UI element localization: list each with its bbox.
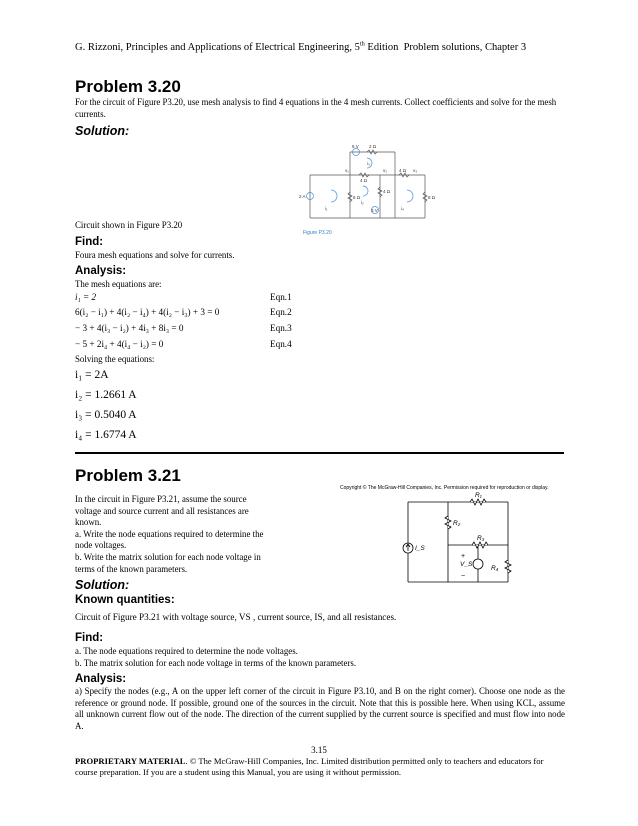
analysis-intro: The mesh equations are: <box>75 279 162 289</box>
fig-label: 2 Ω <box>369 144 377 149</box>
fig-label: 2 A <box>299 194 306 199</box>
statement-line: known. <box>75 517 102 528</box>
fig-label-minus: − <box>461 573 466 580</box>
fig-label-r4: R₄ <box>491 565 499 572</box>
fig-label: 8 Ω <box>428 195 436 200</box>
fig-label: i₄ <box>401 206 404 211</box>
solution-heading-3-21: Solution: <box>75 578 130 592</box>
fig-label-r3: R₃ <box>477 535 485 542</box>
fig-label: 3 V <box>371 208 378 213</box>
problem-3-21-statement <box>75 494 305 575</box>
solution-i3: i₃ = 0.5040 A <box>75 409 137 421</box>
fig-label: 6 Ω <box>353 195 361 200</box>
equation-4-label: Eqn.4 <box>270 339 292 349</box>
equation-1-label: Eqn.1 <box>270 292 292 302</box>
solution-heading: Solution: <box>75 124 130 138</box>
find-heading: Find: <box>75 236 104 248</box>
footer-notice <box>75 756 565 778</box>
equation-1: i₁ = 2 <box>75 292 97 302</box>
statement-line: a. Write the node equations required to determine the <box>75 528 264 539</box>
footer-bold-lead: PROPRIETARY MATERIAL <box>75 756 186 766</box>
figure-p3-20 <box>295 140 440 236</box>
find-item-b: b. The matrix solution for each node voltage in terms of the known parameters. <box>75 658 357 668</box>
statement-line: node voltages. <box>75 540 127 551</box>
circuit-reference: Circuit shown in Figure P3.20 <box>75 220 183 230</box>
fig-label: 4 Ω <box>399 168 407 173</box>
figure-p3-21 <box>400 490 515 590</box>
figure-caption: Figure P3.20 <box>303 230 332 236</box>
fig-label-r1: R₁ <box>475 492 482 499</box>
known-quantities-text: Circuit of Figure P3.21 with voltage source, VS , current source, IS, and all resistances. <box>75 612 397 622</box>
copyright-notice: Copyright © The McGraw-Hill Companies, Inc. Permission required for reproduction or display. <box>340 485 549 491</box>
solution-i1: i₁ = 2A <box>75 369 109 381</box>
equation-2-label: Eqn.2 <box>270 307 292 317</box>
equation-4: − 5 + 2i₄ + 4(i₄ − i₂) = 0 <box>75 339 164 349</box>
statement-line: b. Write the matrix solution for each node voltage in <box>75 551 261 562</box>
known-quantities-heading: Known quantities: <box>75 594 175 606</box>
fig-label: 4 Ω <box>383 189 391 194</box>
statement-line: voltage and source current and all resistances are <box>75 505 249 516</box>
fig-label: 4 Ω <box>360 178 368 183</box>
find-text: Foura mesh equations and solve for currents. <box>75 250 235 260</box>
page-header: G. Rizzoni, Principles and Applications of Electrical Engineering, 5th Edition Problem solutions, Chapter 3 <box>75 40 527 53</box>
fig-label: i₂ <box>361 200 364 205</box>
statement-line: In the circuit in Figure P3.21, assume the source <box>75 494 247 504</box>
equation-2: 6(i₂ − i₁) + 4(i₂ − i₄) + 4(i₂ − i₃) + 3 = 0 <box>75 307 220 317</box>
fig-label-is: I_S <box>415 545 425 552</box>
analysis-heading-3-21: Analysis: <box>75 673 127 685</box>
fig-label: v₁ <box>345 168 349 173</box>
fig-label-vs: V_S <box>460 561 473 568</box>
solution-i2: i₂ = 1.2661 A <box>75 389 137 401</box>
fig-label: i₃ <box>367 161 370 166</box>
solving-text: Solving the equations: <box>75 354 155 364</box>
fig-label-plus: + <box>461 553 466 560</box>
find-heading-3-21: Find: <box>75 632 104 644</box>
equation-3-label: Eqn.3 <box>270 323 292 333</box>
fig-label: 5 V <box>352 144 359 149</box>
equation-3: − 3 + 4(i₃ − i₂) + 4i₃ + 8i₃ = 0 <box>75 323 184 333</box>
solution-i4: i₄ = 1.6774 A <box>75 429 137 441</box>
section-divider <box>75 452 564 454</box>
problem-3-20-statement: For the circuit of Figure P3.20, use mesh analysis to find 4 equations in the 4 mesh currents. Collect coefficients and solve for the mesh currents. <box>75 97 557 119</box>
fig-label: i₁ <box>325 206 328 211</box>
analysis-text-3-21: a) Specify the nodes (e.g., A on the upper left corner of the circuit in Figure P3.10, and B on the right corner). Choose one node as the reference or ground node. If possible, ground one of the sources in the circuit. Note that this is possible here. When using KCL, assume all unknown current flow out of the node. The direction of the current supplied by the current source is specified and must flow into node A. <box>75 686 565 731</box>
footer-text: . © The McGraw-Hill Companies, Inc. Limited distribution permitted only to teachers and educators for course preparation. If you are a student using this Manual, you are using it without permission. <box>75 756 544 777</box>
fig-label: v₂ <box>383 168 387 173</box>
problem-3-20-title: Problem 3.20 <box>75 77 181 96</box>
fig-label: v₃ <box>413 168 418 173</box>
analysis-heading: Analysis: <box>75 265 127 277</box>
page-number: 3.15 <box>311 745 327 755</box>
problem-3-21-title: Problem 3.21 <box>75 466 181 485</box>
statement-line: terms of the known parameters. <box>75 563 188 574</box>
fig-label-r2: R₂ <box>453 520 461 527</box>
find-item-a: a. The node equations required to determine the node voltages. <box>75 646 298 656</box>
